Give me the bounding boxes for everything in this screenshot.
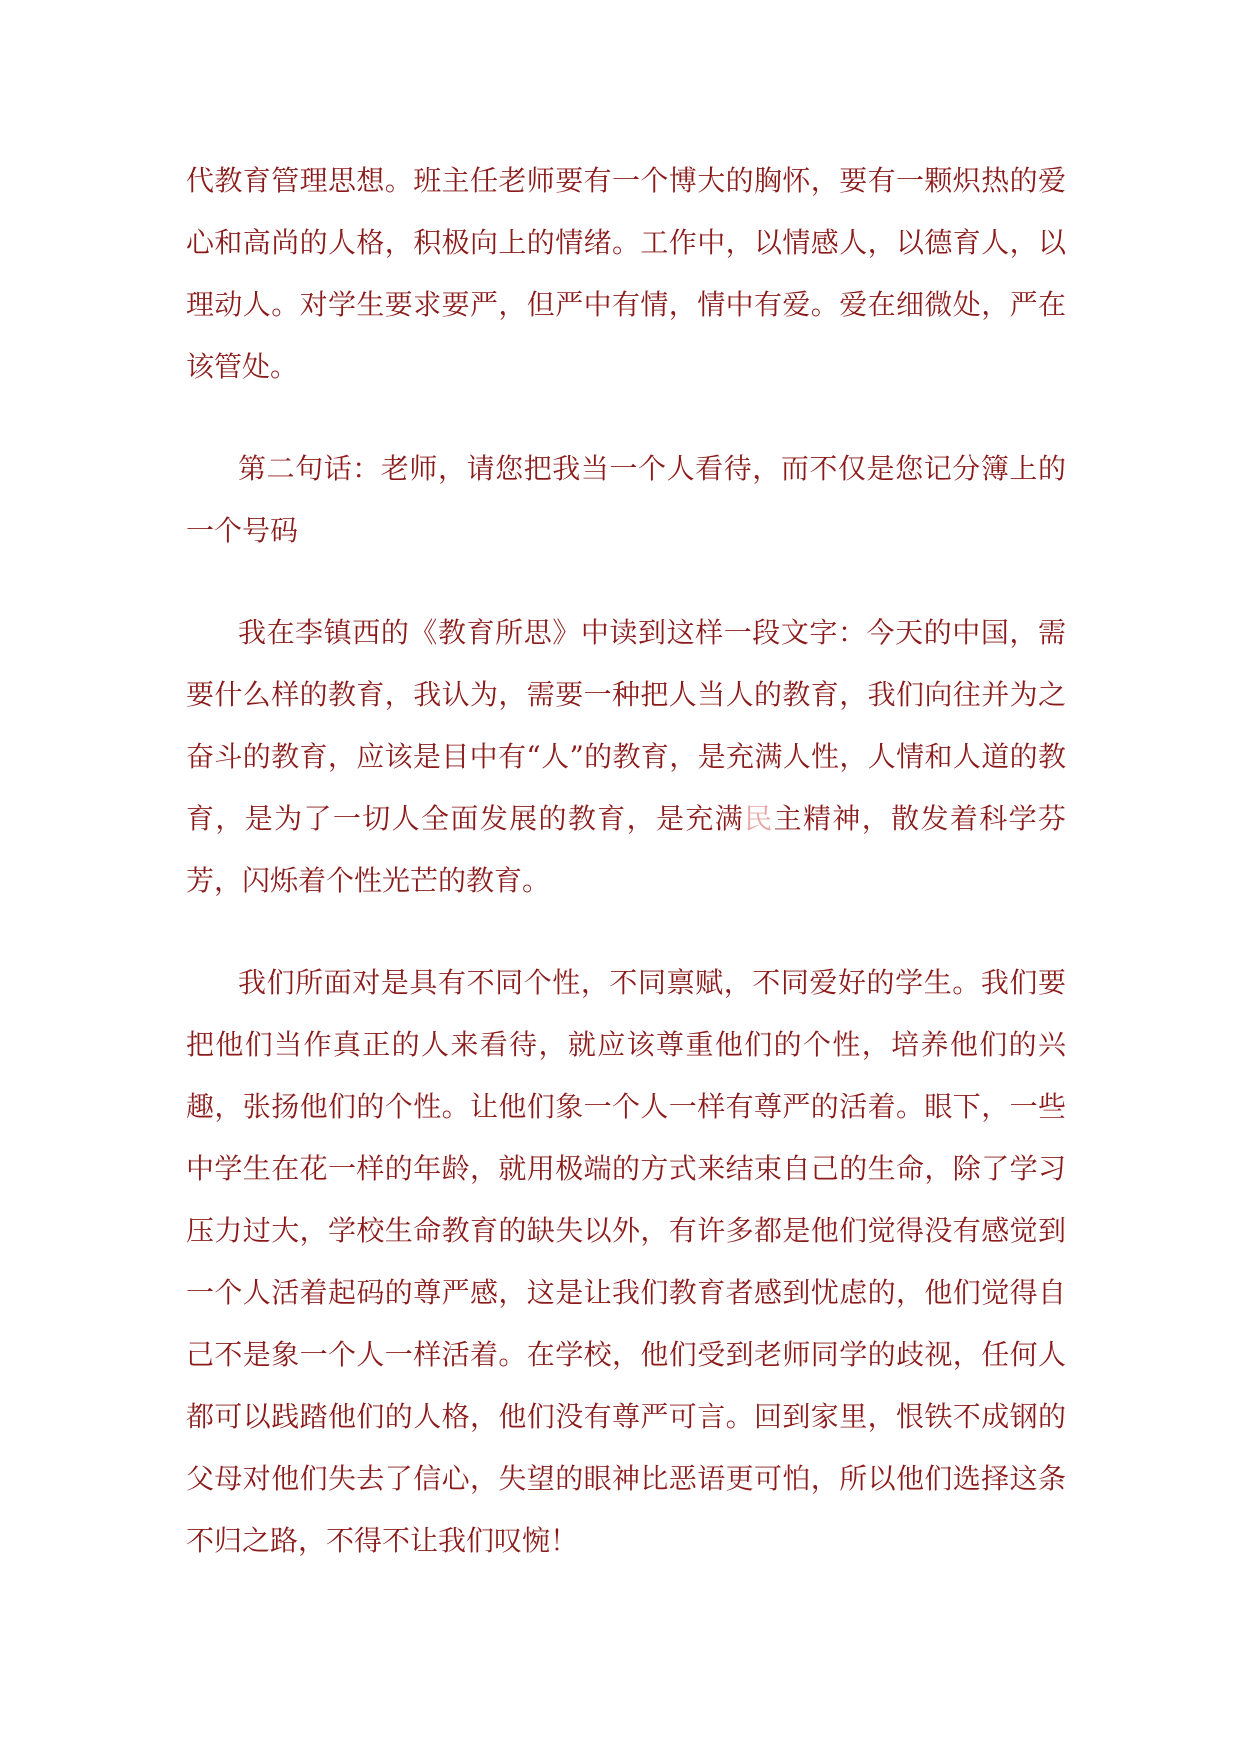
document-body (186, 150, 1066, 1612)
paragraph-second-sentence-heading: 第二句话：老师，请您把我当一个人看待，而不仅是您记分簿上的一个号码 (186, 452, 1066, 547)
paragraph-intro-continuation: 代教育管理思想。班主任老师要有一个博大的胸怀，要有一颗炽热的爱心和高尚的人格，积极向上的情绪。工作中，以情感人，以德育人，以理动人。对学生要求要严，但严中有情，情中有爱。爱在细微处，严在该管处。 (186, 164, 1066, 383)
quote-text-after: 主精神，散发着科学芬芳，闪烁着个性光芒的教育。 (186, 802, 1066, 897)
paragraph-students-dignity: 我们所面对是具有不同个性，不同禀赋，不同爱好的学生。我们要把他们当作真正的人来看待，就应该尊重他们的个性，培养他们的兴趣，张扬他们的个性。让他们象一个人一样有尊严的活着。眼下，一些中学生在花一样的年龄，就用极端的方式来结束自己的生命，除了学习压力过大，学校生命教育的缺失以外，有许多都是他们觉得没有感觉到一个人活着起码的尊严感，这是让我们教育者感到忧虑的，他们觉得自己不是象一个人一样活着。在学校，他们受到老师同学的歧视，任何人都可以践踏他们的人格，他们没有尊严可言。回到家里，恨铁不成钢的父母对他们失去了信心，失望的眼神比恶语更可怕，所以他们选择这条不归之路，不得不让我们叹惋！ (186, 966, 1066, 1557)
quote-faded-character: 民 (744, 802, 774, 835)
paragraph-li-zhenxi-quote (186, 602, 1066, 912)
quote-text-before: 我在李镇西的《教育所思》中读到这样一段文字：今天的中国，需要什么样的教育，我认为，需要一种把人当人的教育，我们向往并为之奋斗的教育，应该是目中有“人”的教育，是充满人性，人情和人道的教育，是为了一切人全面发展的教育，是充满 (186, 616, 1066, 835)
